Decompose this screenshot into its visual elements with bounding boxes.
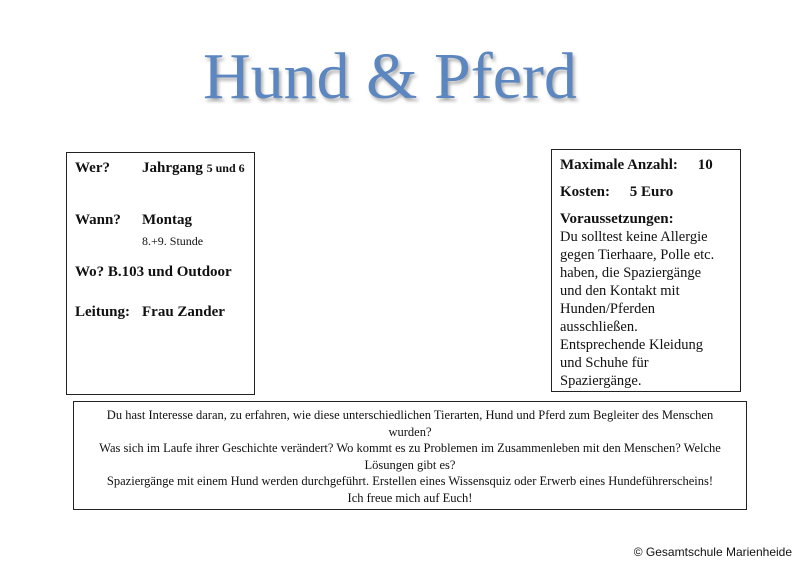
cost-label: Kosten: [560,184,610,200]
requirements-line: Spaziergänge. [560,373,642,389]
page-title: Hund & Pferd [203,40,577,113]
who-value [142,159,245,177]
max-label: Maximale Anzahl: [560,157,678,173]
who-value-main: Jahrgang [142,160,203,176]
description-paragraph: Ich freue mich auf Euch! [347,490,473,505]
description-paragraph: Spaziergänge mit einem Hund werden durchgeführt. Erstellen eines Wissensquiz oder Erwerb eines Hundeführerscheins! [106,474,714,488]
requirements-line: haben, die Spaziergänge [560,265,702,281]
when-value: Montag [142,212,192,228]
when-sub: 8.+9. Stunde [142,234,204,248]
copyright-footer: © Gesamtschule Marienheide [633,545,792,559]
lead-value: Frau Zander [142,304,225,320]
requirements-label: Voraussetzungen: [560,211,674,227]
when-row [75,211,246,229]
requirements-line: Du solltest keine Allergie [560,229,708,245]
description-box [73,401,747,510]
max-row [560,156,732,174]
cost-row [560,183,732,201]
info-box-left [66,152,255,395]
who-label: Wer? [75,160,110,176]
who-row [75,159,246,177]
requirements-line: und den Kontakt mit [560,283,680,299]
where-value: Wo? B.103 und Outdoor [75,264,232,280]
description-paragraph: Du hast Interesse daran, zu erfahren, wie diese unterschiedlichen Tierarten, Hund und Pferd zum Begleiter des Menschen wurden? [106,408,714,439]
requirements-text [560,228,732,390]
description-paragraph: Was sich im Laufe ihrer Geschichte verändert? Wo kommt es zu Problemen im Zusammenleben mit den Menschen? Welche Lösungen gibt es? [99,441,721,472]
requirements-line: ausschließen. [560,319,638,335]
where-row [75,263,246,281]
requirements-line: Entsprechende Kleidung [560,337,703,353]
requirements-line: und Schuhe für [560,355,649,371]
lead-label: Leitung: [75,304,131,320]
requirements-line: Hunden/Pferden [560,301,656,317]
who-value-grades: 5 und 6 [206,161,245,175]
cost-value: 5 Euro [629,184,674,200]
requirements-line: gegen Tierhaare, Polle etc. [560,247,715,263]
when-label: Wann? [75,212,121,228]
info-box-right [551,149,741,392]
max-value: 10 [697,157,713,173]
lead-row [75,303,246,321]
